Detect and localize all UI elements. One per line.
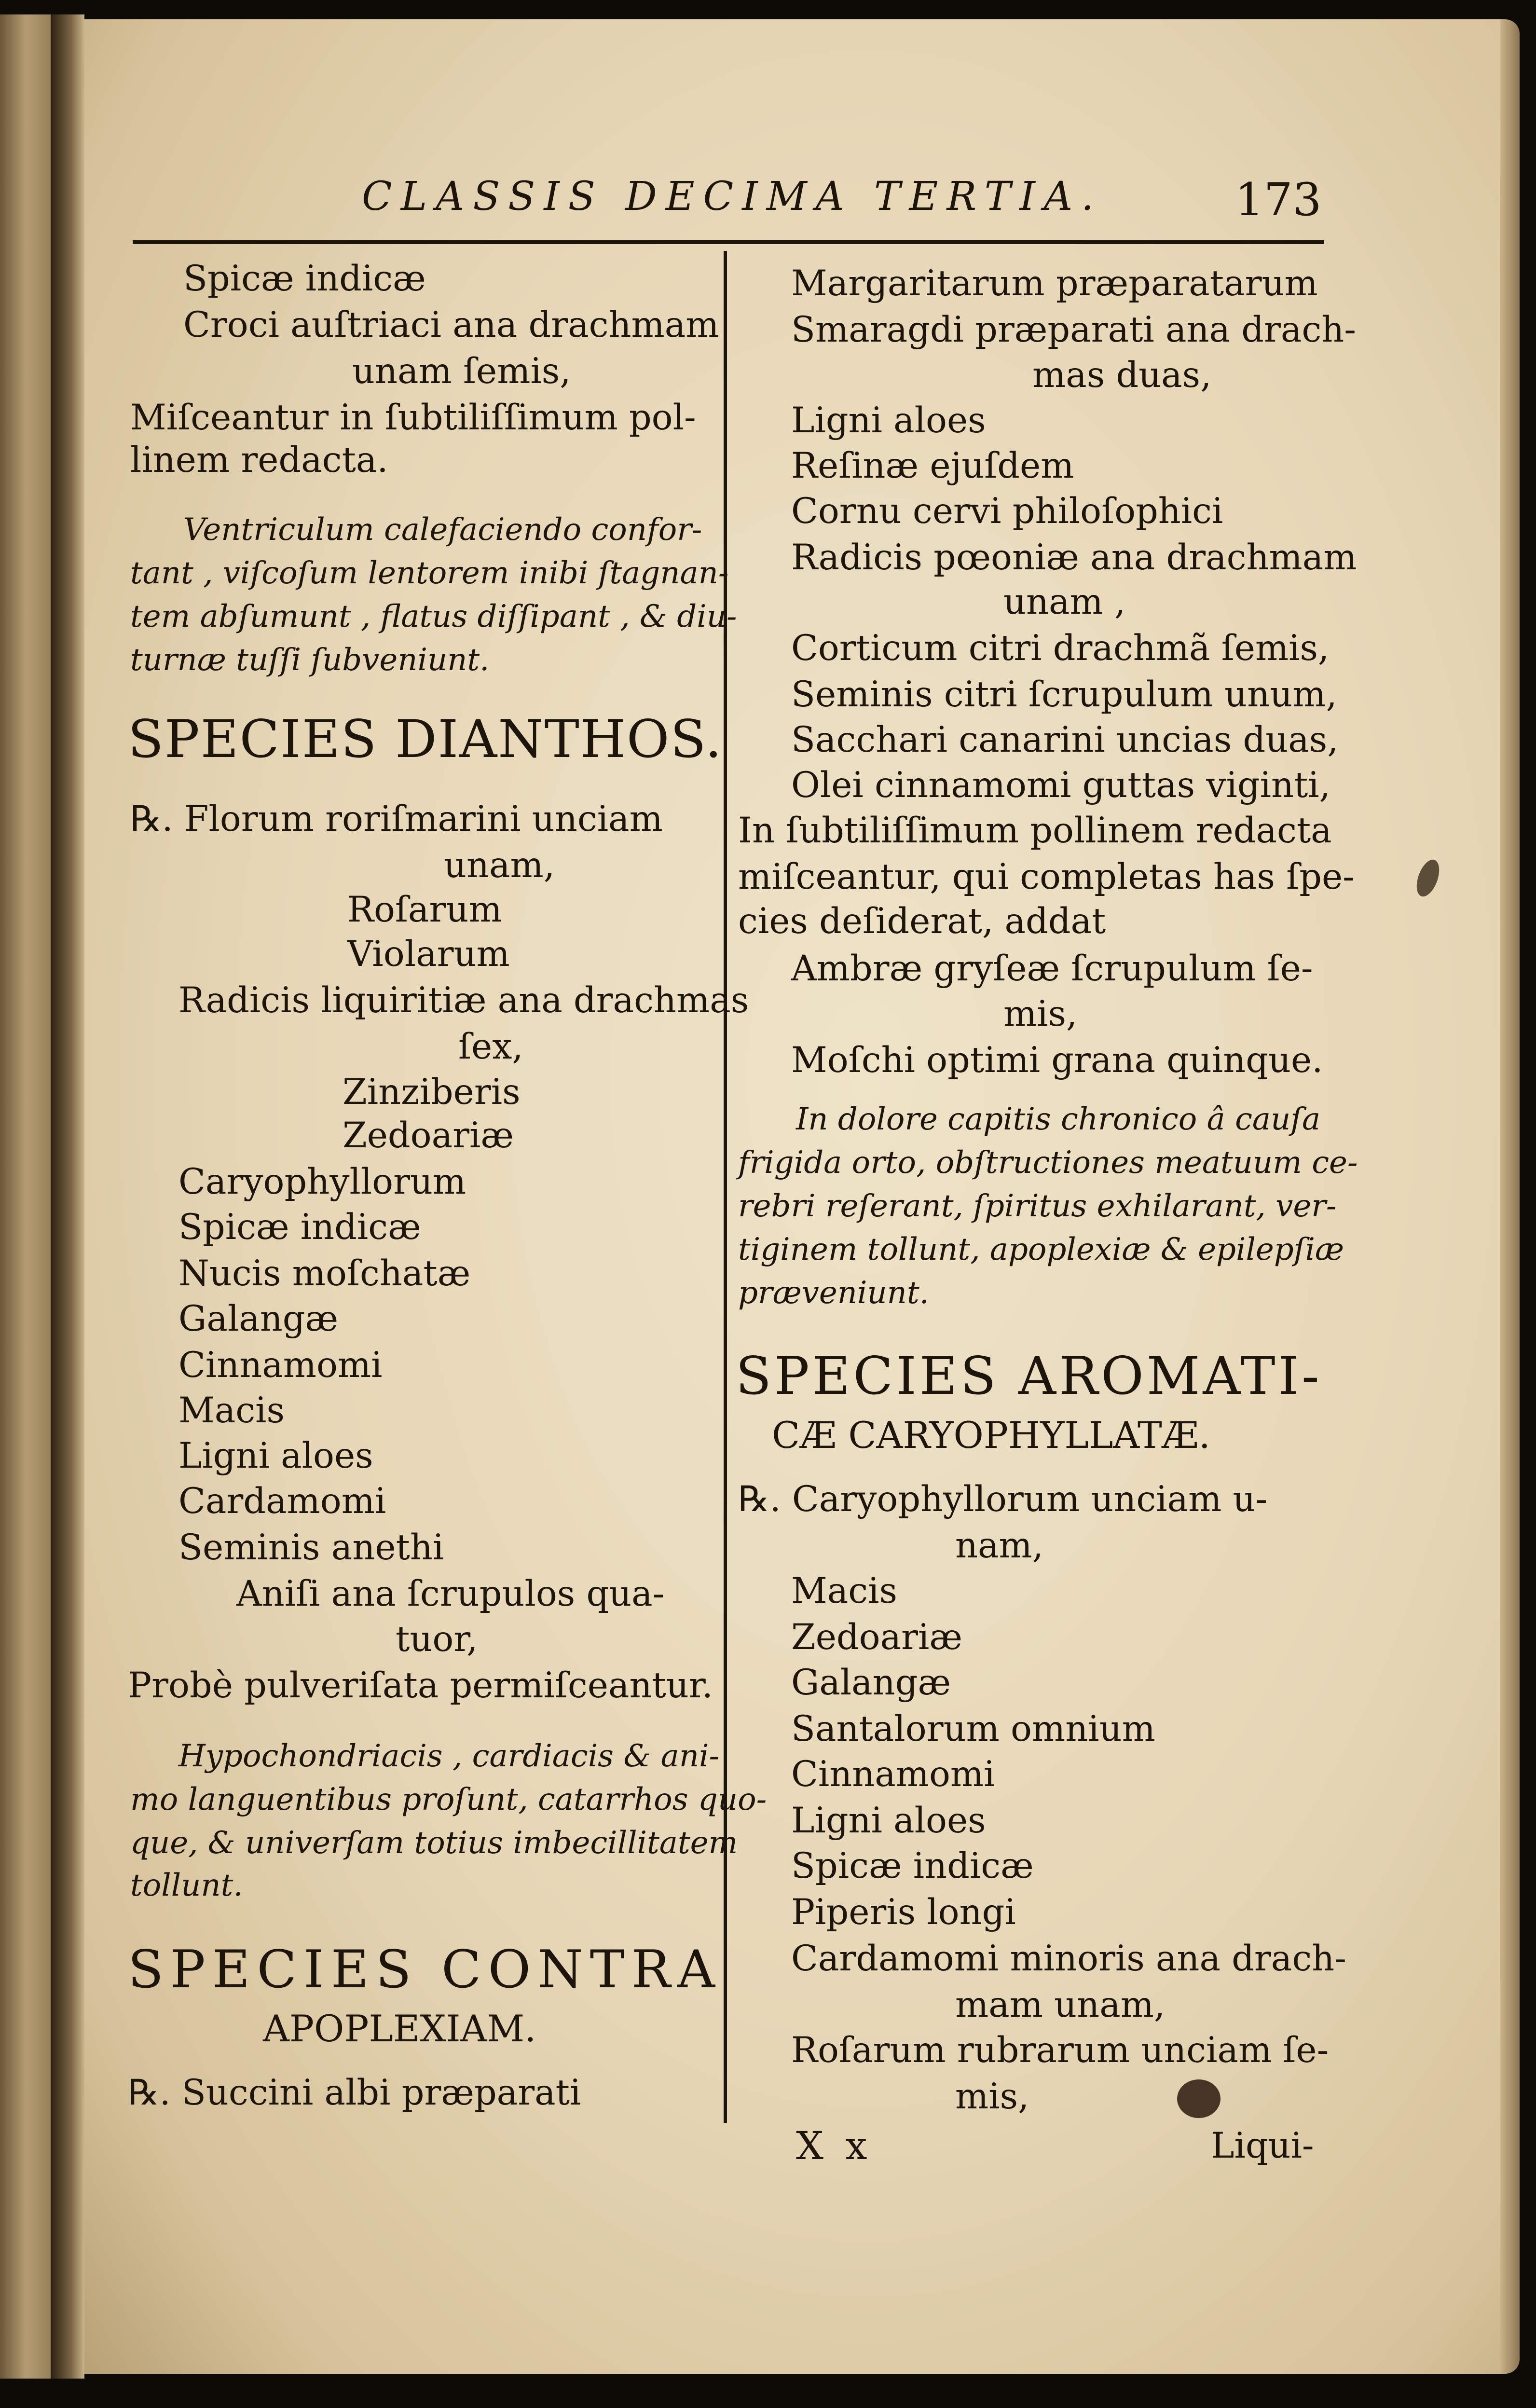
recipe-line: Spicæ indicæ: [178, 1207, 421, 1248]
recipe-line: Ligni aloes: [178, 1435, 373, 1476]
note-line: mo languentibus proſunt, catarrhos quo-: [130, 1782, 767, 1817]
recipe-line: Galangæ: [791, 1662, 951, 1703]
note-line: Ventriculum calefaciendo confor-: [183, 512, 702, 548]
ink-stain: [1177, 2079, 1221, 2118]
recipe-line: Moſchi optimi grana quinque.: [791, 1040, 1323, 1081]
recipe-line: Macis: [178, 1390, 285, 1431]
note-line: Hypochondriacis , cardiacis & ani-: [178, 1738, 720, 1774]
recipe-line: mis,: [955, 2076, 1029, 2117]
recipe-line: In ſubtiliſſimum pollinem redacta: [738, 810, 1332, 851]
note-line: præveniunt.: [738, 1275, 929, 1311]
recipe-line: unam,: [444, 845, 555, 886]
section-heading-sub: APOPLEXIAM.: [263, 2007, 536, 2050]
note-line: frigida orto, obſtructiones meatuum ce-: [738, 1145, 1358, 1181]
recipe-line: Macis: [791, 1570, 897, 1611]
signature-mark: X x: [796, 2123, 872, 2168]
recipe-line: Santalorum omnium: [791, 1708, 1155, 1749]
book-gutter: [51, 14, 84, 2379]
recipe-line: Reſinæ ejuſdem: [791, 445, 1074, 486]
recipe-line: Zinziberis: [343, 1072, 521, 1113]
running-header: CLASSIS DECIMA TERTIA.: [362, 174, 1103, 220]
recipe-line: Sacchari canarini uncias duas,: [791, 719, 1339, 760]
text-line: Miſceantur in ſubtiliſſimum pol-: [130, 397, 696, 438]
recipe-line: Zedoariæ: [343, 1115, 514, 1156]
recipe-line: Zedoariæ: [791, 1617, 962, 1658]
recipe-line: Cardamomi minoris ana drach-: [791, 1938, 1346, 1979]
recipe-line: Corticum citri drachmã ſemis,: [791, 628, 1330, 669]
recipe-line: mam unam,: [955, 1984, 1166, 2025]
page-edge-right: [1500, 19, 1520, 2374]
recipe-line: Aniſi ana ſcrupulos qua-: [236, 1573, 665, 1614]
note-line: tem abſumunt , flatus diſſipant , & diu-: [130, 599, 737, 634]
note-line: In dolore capitis chronico â cauſa: [796, 1101, 1321, 1137]
recipe-line: Roſarum rubrarum unciam ſe-: [791, 2030, 1329, 2071]
recipe-line: Seminis citri ſcrupulum unum,: [791, 674, 1337, 715]
left-page-edge: [0, 14, 58, 2379]
text-line: Spicæ indicæ: [183, 258, 426, 299]
recipe-line: ℞. Succini albi præparati: [128, 2072, 581, 2113]
recipe-line: Violarum: [347, 934, 510, 975]
page-number: 173: [1235, 174, 1322, 226]
recipe-line: cies deſiderat, addat: [738, 901, 1106, 942]
recipe-line: tuor,: [396, 1619, 478, 1660]
recipe-line: mas duas,: [1032, 355, 1212, 396]
recipe-line: nam,: [955, 1525, 1043, 1566]
recipe-line: Roſarum: [347, 889, 502, 930]
recipe-line: Spicæ indicæ: [791, 1845, 1034, 1886]
note-line: tollunt.: [130, 1868, 243, 1903]
recipe-line: Olei cinnamomi guttas viginti,: [791, 765, 1330, 806]
recipe-line: Galangæ: [178, 1298, 339, 1339]
text-line: linem redacta.: [130, 440, 388, 481]
recipe-line: Radicis pœoniæ ana drachmam: [791, 537, 1357, 578]
recipe-line: Ligni aloes: [791, 400, 986, 441]
note-line: tiginem tollunt, apoplexiæ & epilepſiæ: [738, 1232, 1344, 1267]
recipe-line: Radicis liquiritiæ ana drachmas: [178, 980, 749, 1021]
recipe-line: Margaritarum præparatarum: [791, 263, 1318, 304]
recipe-line: Caryophyllorum: [178, 1161, 466, 1202]
recipe-line: mis,: [1003, 993, 1078, 1034]
recipe-line: Seminis anethi: [178, 1527, 444, 1568]
note-line: tant , viſcoſum lentorem inibi ſtagnan-: [130, 555, 729, 591]
recipe-line: Cornu cervi philoſophici: [791, 491, 1223, 532]
note-line: que, & univerſam totius imbecillitatem: [130, 1825, 738, 1861]
section-heading: SPECIES CONTRA: [128, 1940, 722, 2000]
recipe-line: Smaragdi præparati ana drach-: [791, 309, 1356, 350]
recipe-line: ſex,: [458, 1026, 523, 1067]
recipe-line: Ligni aloes: [791, 1800, 986, 1841]
recipe-line: miſceantur, qui completas has ſpe-: [738, 856, 1355, 897]
section-heading-sub: CÆ CARYOPHYLLATÆ.: [772, 1414, 1210, 1457]
header-rule: [133, 240, 1324, 244]
recipe-line: Probè pulveriſata permiſceantur.: [128, 1665, 713, 1706]
recipe-line: Cinnamomi: [178, 1345, 383, 1386]
recipe-line: ℞. Florum roriſmarini unciam: [130, 798, 663, 839]
recipe-line: ℞. Caryophyllorum unciam u-: [738, 1479, 1268, 1520]
recipe-line: Ambræ gryſeæ ſcrupulum ſe-: [791, 948, 1313, 989]
note-line: rebri reſerant, ſpiritus exhilarant, ver-: [738, 1188, 1337, 1224]
catchword: Liqui-: [1211, 2125, 1314, 2166]
recipe-line: unam ,: [1003, 581, 1126, 622]
section-heading: SPECIES AROMATI-: [736, 1346, 1322, 1406]
section-heading: SPECIES DIANTHOS.: [128, 709, 723, 770]
recipe-line: Piperis longi: [791, 1892, 1016, 1933]
note-line: turnæ tuſſi ſubveniunt.: [130, 642, 490, 678]
recipe-line: Cinnamomi: [791, 1754, 995, 1795]
text-line: Croci auſtriaci ana drachmam: [183, 304, 719, 345]
text-line: unam ſemis,: [352, 351, 571, 392]
recipe-line: Cardamomi: [178, 1481, 386, 1522]
recipe-line: Nucis moſchatæ: [178, 1253, 471, 1294]
